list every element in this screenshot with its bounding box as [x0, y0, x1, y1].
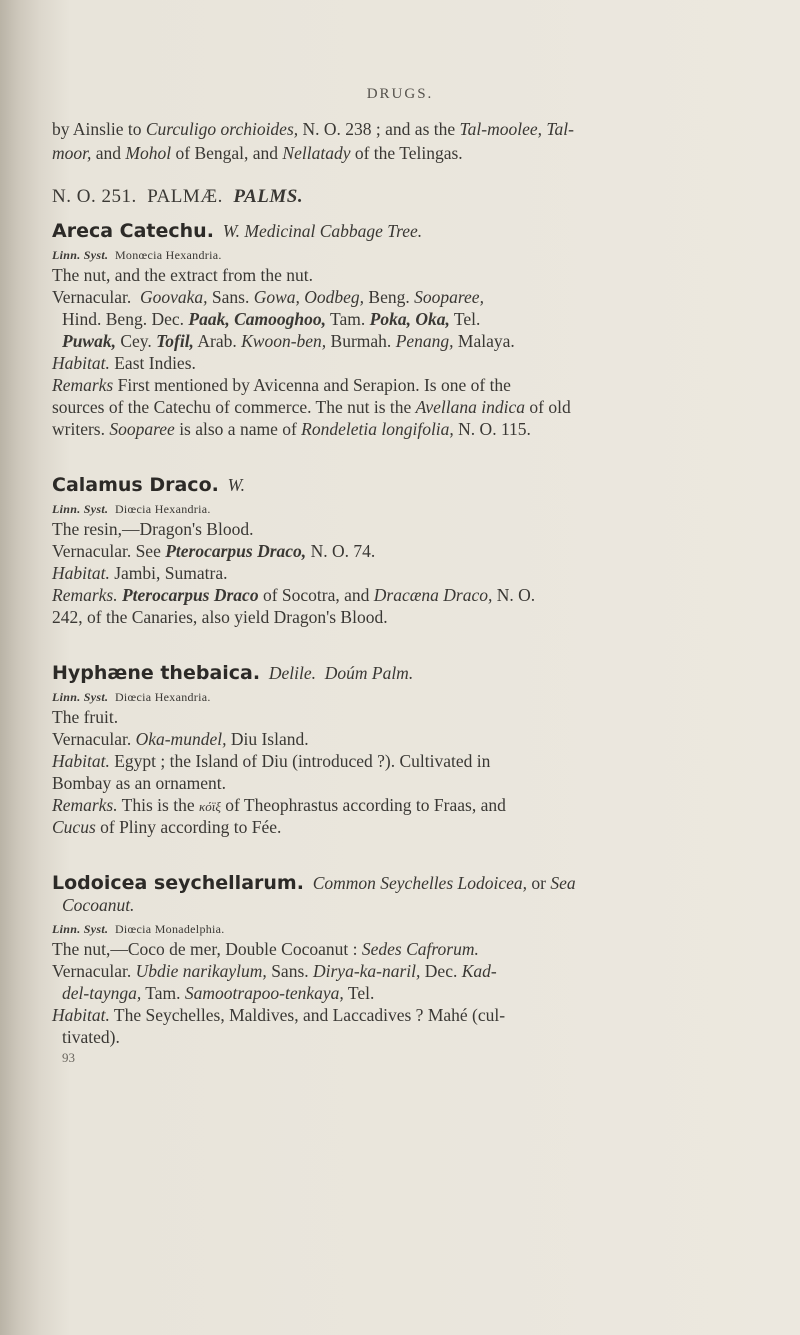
- calamus-remarks-2: 242, of the Canaries, also yield Dragon's Blood.: [52, 607, 388, 627]
- lodoicea-syst: Linn. Syst. Diœcia Monadelphia.: [52, 922, 225, 936]
- section-heading: N. O. 251. PALMÆ. PALMS.: [52, 186, 304, 207]
- calamus-remarks-1: Remarks. Pterocarpus Draco of Socotra, and Dracæna Draco, N. O.: [52, 585, 536, 605]
- intro-line-1: by Ainslie to Curculigo orchioides, N. O. 238 ; and as the Tal-moolee, Tal-: [52, 119, 574, 139]
- lodoicea-habitat-2: tivated).: [62, 1027, 120, 1047]
- hyphaene-title: Hyphæne thebaica. Delile. Doúm Palm.: [52, 662, 414, 684]
- areca-remarks-1: Remarks First mentioned by Avicenna and Serapion. Is one of the: [52, 375, 511, 395]
- hyphaene-vernacular: Vernacular. Oka-mundel, Diu Island.: [52, 729, 309, 749]
- lodoicea-part: The nut,—Coco de mer, Double Cocoanut : Sedes Cafrorum.: [52, 939, 479, 959]
- areca-vernacular-1: Vernacular. Goovaka, Sans. Gowa, Oodbeg, Beng. Sooparee,: [52, 287, 484, 307]
- areca-vernacular-3: Puwak, Cey. Tofil, Arab. Kwoon-ben, Burmah. Penang, Malaya.: [62, 331, 515, 351]
- calamus-habitat: Habitat. Jambi, Sumatra.: [52, 563, 228, 583]
- running-header: DRUGS.: [366, 86, 434, 102]
- lodoicea-title: Lodoicea seychellarum. Common Seychelles Lodoicea, or Sea: [52, 872, 576, 894]
- areca-habitat: Habitat. East Indies.: [52, 353, 196, 373]
- lodoicea-vernacular-2: del-taynga, Tam. Samootrapoo-tenkaya, Tel.: [62, 983, 375, 1003]
- lodoicea-habitat-1: Habitat. The Seychelles, Maldives, and Laccadives ? Mahé (cul-: [52, 1005, 506, 1025]
- calamus-part: The resin,—Dragon's Blood.: [52, 519, 254, 539]
- hyphaene-part: The fruit.: [52, 707, 119, 727]
- intro-line-2: moor, and Mohol of Bengal, and Nellatady of the Telingas.: [52, 143, 463, 163]
- calamus-title: Calamus Draco. W.: [52, 474, 245, 496]
- areca-part: The nut, and the extract from the nut.: [52, 265, 313, 285]
- areca-title: Areca Catechu. W. Medicinal Cabbage Tree.: [52, 220, 423, 242]
- hyphaene-habitat-1: Habitat. Egypt ; the Island of Diu (introduced ?). Cultivated in: [52, 751, 491, 771]
- lodoicea-common-cont: Cocoanut.: [62, 895, 135, 915]
- hyphaene-remarks-2: Cucus of Pliny according to Fée.: [52, 817, 282, 837]
- hyphaene-habitat-2: Bombay as an ornament.: [52, 773, 226, 793]
- hyphaene-syst: Linn. Syst. Diœcia Hexandria.: [52, 690, 211, 704]
- calamus-vernacular: Vernacular. See Pterocarpus Draco, N. O. 74.: [52, 541, 376, 561]
- lodoicea-vernacular-1: Vernacular. Ubdie narikaylum, Sans. Dirya-ka-naril, Dec. Kad-: [52, 961, 497, 981]
- hyphaene-remarks-1: Remarks. This is the κόϊξ of Theophrastus according to Fraas, and: [52, 795, 506, 815]
- areca-remarks-3: writers. Sooparee is also a name of Rondeletia longifolia, N. O. 115.: [52, 419, 531, 439]
- areca-remarks-2: sources of the Catechu of commerce. The nut is the Avellana indica of old: [52, 397, 571, 417]
- page-number: 93: [62, 1050, 75, 1065]
- areca-syst: Linn. Syst. Monœcia Hexandria.: [52, 248, 222, 262]
- areca-vernacular-2: Hind. Beng. Dec. Paak, Camooghoo, Tam. Poka, Oka, Tel.: [62, 309, 481, 329]
- calamus-syst: Linn. Syst. Diœcia Hexandria.: [52, 502, 211, 516]
